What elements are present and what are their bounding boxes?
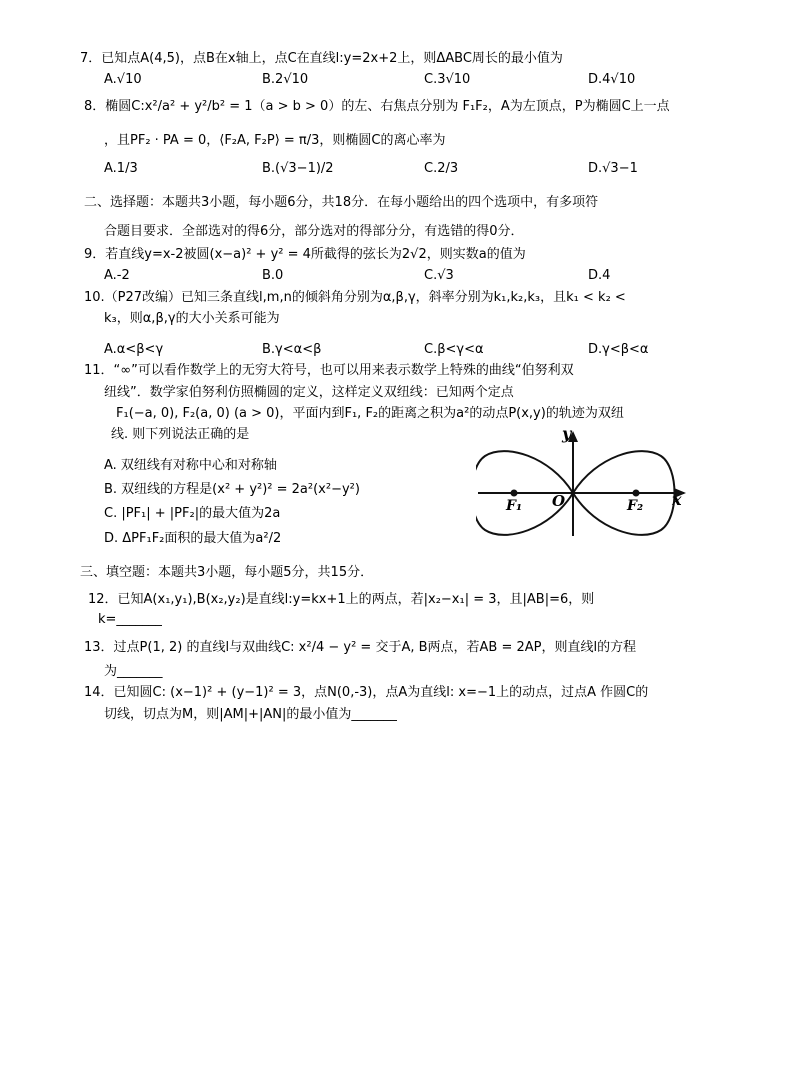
q10-stem-2: k₃，则α,β,γ的大小关系可能为: [104, 311, 280, 326]
origin-label: O: [552, 492, 566, 510]
q12-stem-2: k=_______: [98, 612, 162, 627]
q9-option-b: B.0: [262, 268, 284, 283]
q7-option-b: B.2√10: [262, 72, 309, 87]
q12-stem-1: 12．已知A(x₁,y₁),B(x₂,y₂)是直线l:y=kx+1上的两点，若|x₂−x₁| = 3，且|AB|=6，则: [88, 592, 595, 607]
q14-stem-1: 14．已知圆C: (x−1)² + (y−1)² = 3，点N(0,-3)，点A为直线l: x=−1上的动点，过点A 作圆C的: [84, 685, 649, 700]
q10-option-c: C.β<γ<α: [424, 342, 484, 357]
q8-option-c: C.2/3: [424, 161, 459, 176]
q10-option-b: B.γ<α<β: [262, 342, 322, 357]
focus-f1-point: [511, 490, 518, 497]
section2-heading-line1: 二、选择题：本题共3小题，每小题6分，共18分．在每小题给出的四个选项中，有多项符: [84, 195, 599, 210]
y-axis-label: y: [562, 426, 572, 443]
q11-option-b: B. 双纽线的方程是(x² + y²)² = 2a²(x²−y²): [104, 482, 360, 497]
q11-option-d: D. ΔPF₁F₂面积的最大值为a²/2: [104, 531, 282, 546]
q7-option-a: A.√10: [104, 72, 142, 87]
f1-label: F₁: [506, 498, 523, 514]
q13-stem-1: 13．过点P(1, 2) 的直线l与双曲线C: x²/4 − y² = 交于A, B两点，若AB = 2AP，则直线l的方程: [84, 640, 637, 655]
q9-option-c: C.√3: [424, 268, 454, 283]
q11-option-c: C. |PF₁| + |PF₂|的最大值为2a: [104, 506, 281, 521]
q11-stem-4: 线. 则下列说法正确的是: [111, 427, 250, 442]
focus-f2-point: [633, 490, 640, 497]
q8-stem-2: ，且PF₂ · PA = 0，⟨F₂A, F₂P⟩ = π/3，则椭圆C的离心率为: [104, 133, 446, 148]
q10-stem-1: 10.（P27改编）已知三条直线l,m,n的倾斜角分别为α,β,γ，斜率分别为k₁,k₂,k₃，且k₁ < k₂ <: [84, 290, 626, 305]
q11-stem-1: 11．“∞”可以看作数学上的无穷大符号，也可以用来表示数学上特殊的曲线“伯努利双: [84, 363, 574, 378]
q8-option-a: A.1/3: [104, 161, 138, 176]
q9-option-d: D.4: [588, 268, 611, 283]
q9-option-a: A.-2: [104, 268, 130, 283]
x-axis-label: x: [672, 490, 682, 509]
section3-heading: 三、填空题：本题共3小题，每小题5分，共15分．: [80, 565, 374, 580]
q8-option-d: D.√3−1: [588, 161, 638, 176]
q13-stem-2: 为_______: [104, 664, 163, 679]
q10-option-a: A.α<β<γ: [104, 342, 164, 357]
q11-stem-3: F₁(−a, 0), F₂(a, 0) (a > 0)，平面内到F₁, F₂的距离之积为a²的动点P(x,y)的轨迹为双纽: [116, 406, 624, 421]
q11-stem-2: 纽线”．数学家伯努利仿照椭圆的定义，这样定义双纽线：已知两个定点: [104, 385, 514, 400]
section2-heading-line2: 合题目要求．全部选对的得6分，部分选对的得部分分，有选错的得0分．: [104, 224, 524, 239]
q10-option-d: D.γ<β<α: [588, 342, 649, 357]
q14-stem-2: 切线，切点为M，则|AM|+|AN|的最小值为_______: [104, 707, 397, 722]
lemniscate-figure: [476, 426, 716, 538]
q9-stem: 9．若直线y=x-2被圆(x−a)² + y² = 4所截得的弦长为2√2，则实数a的值为: [84, 247, 526, 262]
q7-option-c: C.3√10: [424, 72, 471, 87]
q7-stem: 7．已知点A(4,5)，点B在x轴上，点C在直线l:y=2x+2上，则ΔABC周长的最小值为: [80, 51, 563, 66]
q8-option-b: B.(√3−1)/2: [262, 161, 334, 176]
q7-option-d: D.4√10: [588, 72, 636, 87]
q11-option-a: A. 双纽线有对称中心和对称轴: [104, 458, 277, 473]
q8-stem-1: 8．椭圆C:x²/a² + y²/b² = 1（a > b > 0）的左、右焦点分别为 F₁F₂，A为左顶点，P为椭圆C上一点: [84, 99, 670, 114]
f2-label: F₂: [627, 498, 644, 514]
